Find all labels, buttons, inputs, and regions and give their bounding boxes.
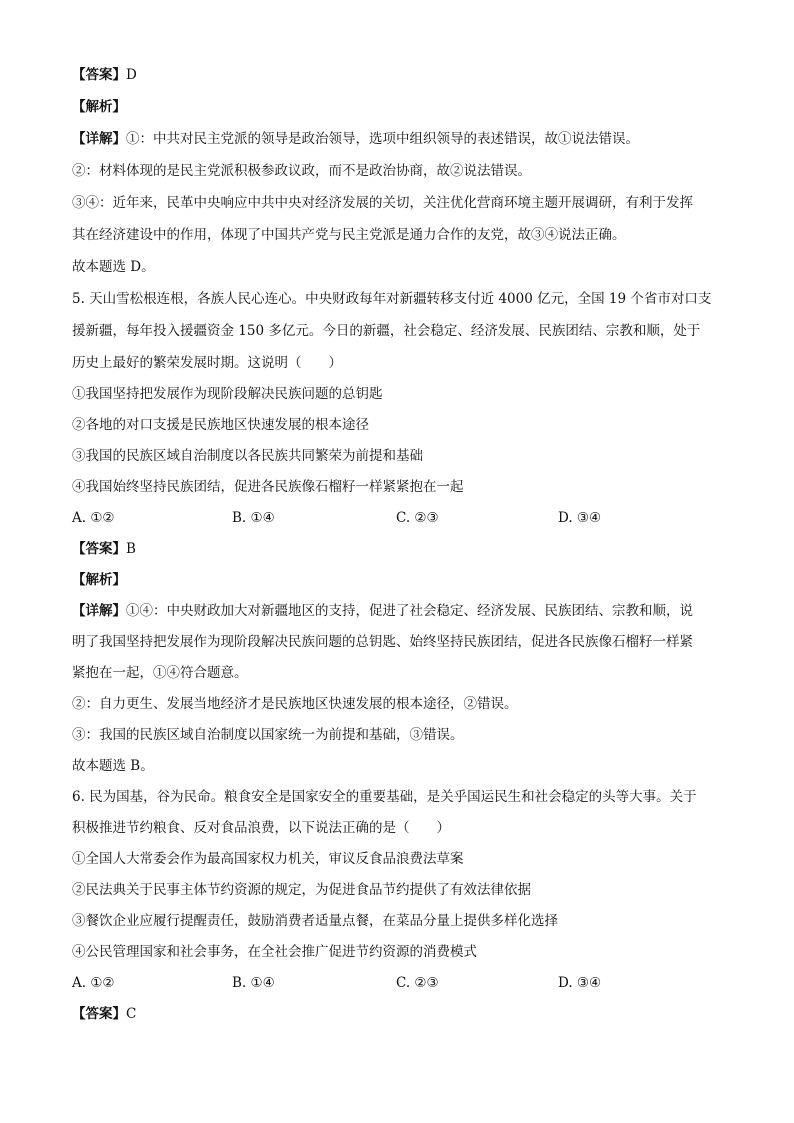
q4-detail-2: ②：材料体现的是民主党派积极参政议政，而不是政治协商，故②说法错误。: [72, 163, 531, 179]
q5-item-1: ①我国坚持把发展作为现阶段解决民族问题的总钥匙: [72, 386, 383, 402]
q6-option-a: A. ①②: [72, 975, 115, 991]
q5-detail-1c: 紧抱在一起，①④符合题意。: [72, 665, 248, 681]
answer-value: C: [126, 1006, 137, 1022]
q5-detail-1b: 明了我国坚持把发展作为现阶段解决民族问题的总钥匙、始终坚持民族团结，促进各民族像石榴籽一样紧: [72, 634, 693, 650]
q5-stem-a: 5. 天山雪松根连根，各族人民心连心。中央财政每年对新疆转移支付近 4000 亿元，全国 19 个省市对口支: [72, 291, 712, 307]
q5-option-b: B. ①④: [232, 510, 275, 526]
q6-option-b: B. ①④: [232, 975, 275, 991]
q6-item-3: ③餐饮企业应履行提醒责任，鼓励消费者适量点餐，在菜品分量上提供多样化选择: [72, 913, 558, 929]
q5-option-d: D. ③④: [558, 510, 602, 526]
q5-detail-3: ③：我国的民族区域自治制度以国家统一为前提和基础，③错误。: [72, 727, 464, 743]
q5-option-a: A. ①②: [72, 510, 115, 526]
q5-option-c: C. ②③: [396, 510, 439, 526]
answer-value: B: [126, 541, 136, 557]
answer-label: 【答案】: [72, 67, 126, 83]
q5-detail-2: ②：自力更生、发展当地经济才是民族地区快速发展的根本途径，②错误。: [72, 696, 518, 712]
q6-stem-b: 积极推进节约粮食、反对食品浪费，以下说法正确的是（ ）: [72, 820, 450, 836]
q4-detail-1: [72, 129, 639, 149]
answer-value: D: [126, 67, 137, 83]
q4-detail-3a: ③④：近年来，民革中央响应中共中央对经济发展的关切，关注优化营商环境主题开展调研，有利于发挥: [72, 195, 693, 211]
q4-conclusion: 故本题选 D。: [72, 259, 155, 275]
q4-detail-3b: 其在经济建设中的作用，体现了中国共产党与民主党派是通力合作的友党，故③④说法正确。: [72, 227, 626, 243]
q6-item-4: ④公民管理国家和社会事务，在全社会推广促进节约资源的消费模式: [72, 944, 477, 960]
q5-stem-b: 援新疆，每年投入援疆资金 150 多亿元。今日的新疆，社会稳定、经济发展、民族团结、宗教和顺，处于: [72, 323, 701, 339]
q6-item-1: ①全国人大常委会作为最高国家权力机关，审议反食品浪费法草案: [72, 851, 464, 867]
q5-analysis-label: [72, 570, 126, 590]
q5-conclusion: 故本题选 B。: [72, 758, 154, 774]
analysis-label: 【解析】: [72, 99, 126, 115]
q6-option-c: C. ②③: [396, 975, 439, 991]
q4-answer: [72, 65, 137, 85]
detail-label: 【详解】: [72, 603, 126, 619]
q6-item-2: ②民法典关于民事主体节约资源的规定，为促进食品节约提供了有效法律依据: [72, 882, 531, 898]
q6-answer: [72, 1004, 136, 1024]
detail-text: ①④：中央财政加大对新疆地区的支持，促进了社会稳定、经济发展、民族团结、宗教和顺，说: [126, 603, 693, 619]
detail-label: 【详解】: [72, 131, 126, 147]
analysis-label: 【解析】: [72, 572, 126, 588]
q5-item-3: ③我国的民族区域自治制度以各民族共同繁荣为前提和基础: [72, 448, 423, 464]
q6-stem-a: 6. 民为国基，谷为民命。粮食安全是国家安全的重要基础，是关乎国运民生和社会稳定的头等大事。关于: [72, 789, 697, 805]
q5-item-2: ②各地的对口支援是民族地区快速发展的根本途径: [72, 417, 369, 433]
detail-text: ①：中共对民主党派的领导是政治领导，选项中组织领导的表述错误，故①说法错误。: [126, 131, 639, 147]
q5-answer: [72, 539, 136, 559]
q5-stem-c: 历史上最好的繁荣发展时期。这说明（ ）: [72, 355, 342, 371]
answer-label: 【答案】: [72, 1006, 126, 1022]
answer-label: 【答案】: [72, 541, 126, 557]
q5-item-4: ④我国始终坚持民族团结，促进各民族像石榴籽一样紧紧抱在一起: [72, 479, 464, 495]
q4-analysis-label: [72, 97, 126, 117]
q5-detail-1a: [72, 601, 693, 621]
q6-option-d: D. ③④: [558, 975, 602, 991]
